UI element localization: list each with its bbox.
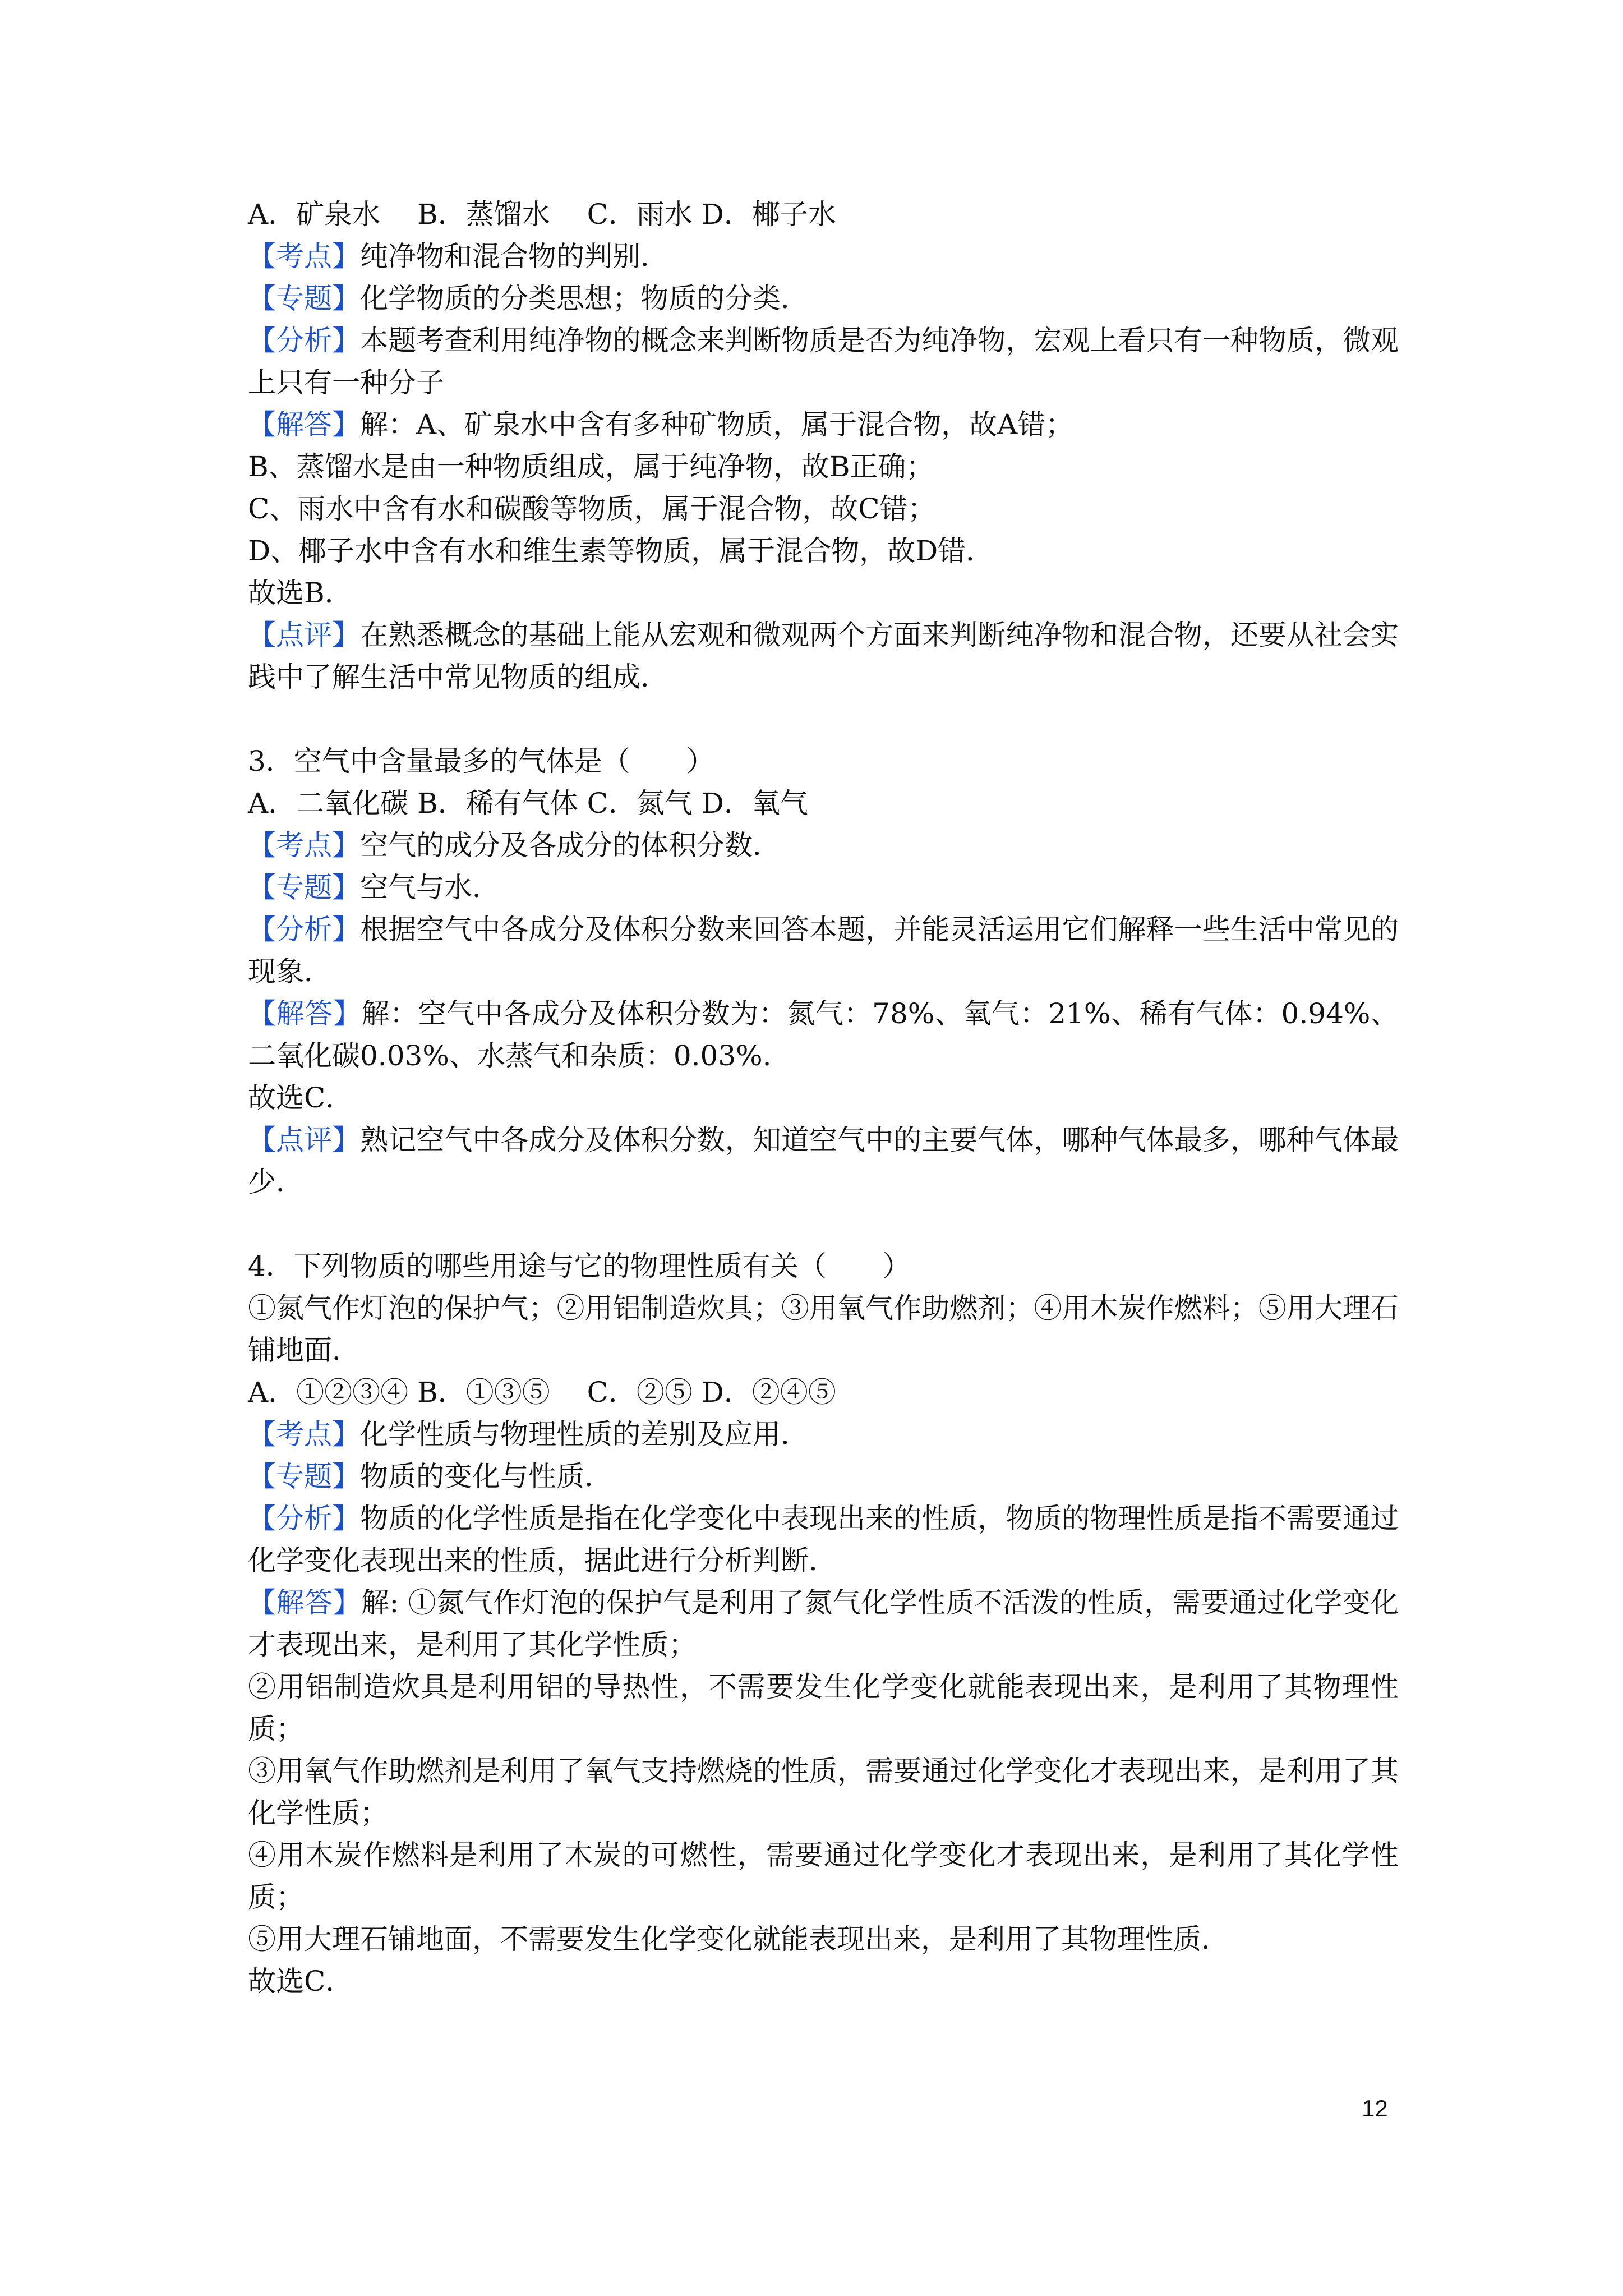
- q3-kaodian: [248, 825, 1399, 867]
- question-4-stem: 4．下列物质的哪些用途与它的物理性质有关（ ）: [248, 1250, 911, 1282]
- zhuanti-text: 化学物质的分类思想；物质的分类．: [360, 282, 809, 315]
- fenxi-text: 物质的化学性质是指在化学变化中表现出来的性质，物质的物理性质是指不需要通过化学变化表现出来的性质，据此进行分析判断．: [248, 1502, 1399, 1577]
- zhuanti-tag: 【专题】: [248, 282, 360, 315]
- question-2-options: A．矿泉水 B．蒸馏水 C．雨水 D．椰子水: [248, 198, 836, 231]
- question-2: [248, 194, 1399, 698]
- q2-answer-line: 故选B．: [248, 577, 353, 609]
- jieda-tag: 【解答】: [248, 408, 360, 441]
- jieda-text: 解：A、矿泉水中含有多种矿物质，属于混合物，故A错；: [360, 408, 1074, 441]
- dianping-text: 熟记空气中各成分及体积分数，知道空气中的主要气体，哪种气体最多，哪种气体最少．: [248, 1124, 1399, 1198]
- q3-dianping: [248, 1119, 1399, 1203]
- q2-jieda-line: D、椰子水中含有水和维生素等物质，属于混合物，故D错．: [248, 535, 994, 567]
- q3-zhuanti: [248, 867, 1399, 909]
- q2-kaodian: [248, 236, 1399, 278]
- kaodian-tag: 【考点】: [248, 1418, 360, 1451]
- jieda-tag: 【解答】: [248, 1586, 361, 1619]
- zhuanti-tag: 【专题】: [248, 871, 360, 904]
- jieda-text: 解：空气中各成分及体积分数为：氮气：78%、氧气：21%、稀有气体：0.94%、二氧化碳0.03%、水蒸气和杂质：0.03%.: [248, 997, 1399, 1072]
- q4-zhuanti: [248, 1456, 1399, 1498]
- question-4-options: A．①②③④ B．①③⑤ C．②⑤ D．②④⑤: [248, 1376, 836, 1409]
- question-3-stem: 3．空气中含量最多的气体是（ ）: [248, 745, 714, 777]
- kaodian-text: 化学性质与物理性质的差别及应用．: [360, 1418, 809, 1451]
- zhuanti-text: 物质的变化与性质．: [360, 1460, 612, 1493]
- zhuanti-text: 空气与水．: [360, 871, 500, 904]
- jieda-tag: 【解答】: [248, 997, 362, 1030]
- q2-fenxi: [248, 320, 1399, 404]
- question-3-options: A．二氧化碳 B．稀有气体 C．氮气 D．氧气: [248, 787, 808, 820]
- q3-answer-line: 故选C．: [248, 1082, 354, 1114]
- q2-zhuanti: [248, 278, 1399, 320]
- q4-jieda-line: ⑤用大理石铺地面，不需要发生化学变化就能表现出来，是利用了其物理性质．: [248, 1923, 1229, 1955]
- question-3: [248, 740, 1399, 1203]
- spacer: [248, 1203, 1399, 1245]
- q4-fenxi: [248, 1498, 1399, 1582]
- question-4: [248, 1245, 1399, 2003]
- q3-fenxi: [248, 909, 1399, 993]
- fenxi-tag: 【分析】: [248, 913, 361, 946]
- spacer: [248, 698, 1399, 740]
- dianping-text: 在熟悉概念的基础上能从宏观和微观两个方面来判断纯净物和混合物，还要从社会实践中了解生活中常见物质的组成．: [248, 619, 1399, 693]
- fenxi-text: 根据空气中各成分及体积分数来回答本题，并能灵活运用它们解释一些生活中常见的现象．: [248, 913, 1399, 988]
- jieda-text: 解: ①氮气作灯泡的保护气是利用了氮气化学性质不活泼的性质，需要通过化学变化才表现出来，是利用了其化学性质；: [248, 1586, 1399, 1661]
- dianping-tag: 【点评】: [248, 1124, 361, 1156]
- q2-dianping: [248, 614, 1399, 698]
- q4-jieda-line: ②用铝制造炊具是利用铝的导热性，不需要发生化学变化就能表现出来，是利用了其物理性质；: [248, 1671, 1399, 1745]
- fenxi-tag: 【分析】: [248, 1502, 361, 1535]
- q4-kaodian: [248, 1414, 1399, 1456]
- q4-answer-line: 故选C．: [248, 1965, 354, 1998]
- page-number: 12: [1362, 2095, 1388, 2122]
- kaodian-text: 纯净物和混合物的判别．: [360, 240, 668, 273]
- fenxi-text: 本题考查利用纯净物的概念来判断物质是否为纯净物，宏观上看只有一种物质，微观上只有一种分子: [248, 324, 1399, 399]
- q3-jieda: [248, 993, 1399, 1077]
- kaodian-text: 空气的成分及各成分的体积分数．: [360, 829, 781, 862]
- q4-jieda-line: ③用氧气作助燃剂是利用了氧气支持燃烧的性质，需要通过化学变化才表现出来，是利用了其化学性质；: [248, 1755, 1399, 1829]
- fenxi-tag: 【分析】: [248, 324, 361, 357]
- q2-jieda: [248, 404, 1399, 446]
- kaodian-tag: 【考点】: [248, 240, 360, 273]
- document-body: [248, 194, 1399, 2003]
- q2-jieda-line: C、雨水中含有水和碳酸等物质，属于混合物，故C错；: [248, 493, 936, 525]
- q4-jieda: [248, 1582, 1399, 1666]
- dianping-tag: 【点评】: [248, 619, 361, 651]
- q4-jieda-line: ④用木炭作燃料是利用了木炭的可燃性，需要通过化学变化才表现出来，是利用了其化学性质；: [248, 1839, 1399, 1913]
- kaodian-tag: 【考点】: [248, 829, 360, 862]
- q2-jieda-line: B、蒸馏水是由一种物质组成，属于纯净物，故B正确；: [248, 450, 934, 483]
- zhuanti-tag: 【专题】: [248, 1460, 360, 1493]
- question-4-stem-body: ①氮气作灯泡的保护气；②用铝制造炊具；③用氧气作助燃剂；④用木炭作燃料；⑤用大理石铺地面．: [248, 1292, 1399, 1366]
